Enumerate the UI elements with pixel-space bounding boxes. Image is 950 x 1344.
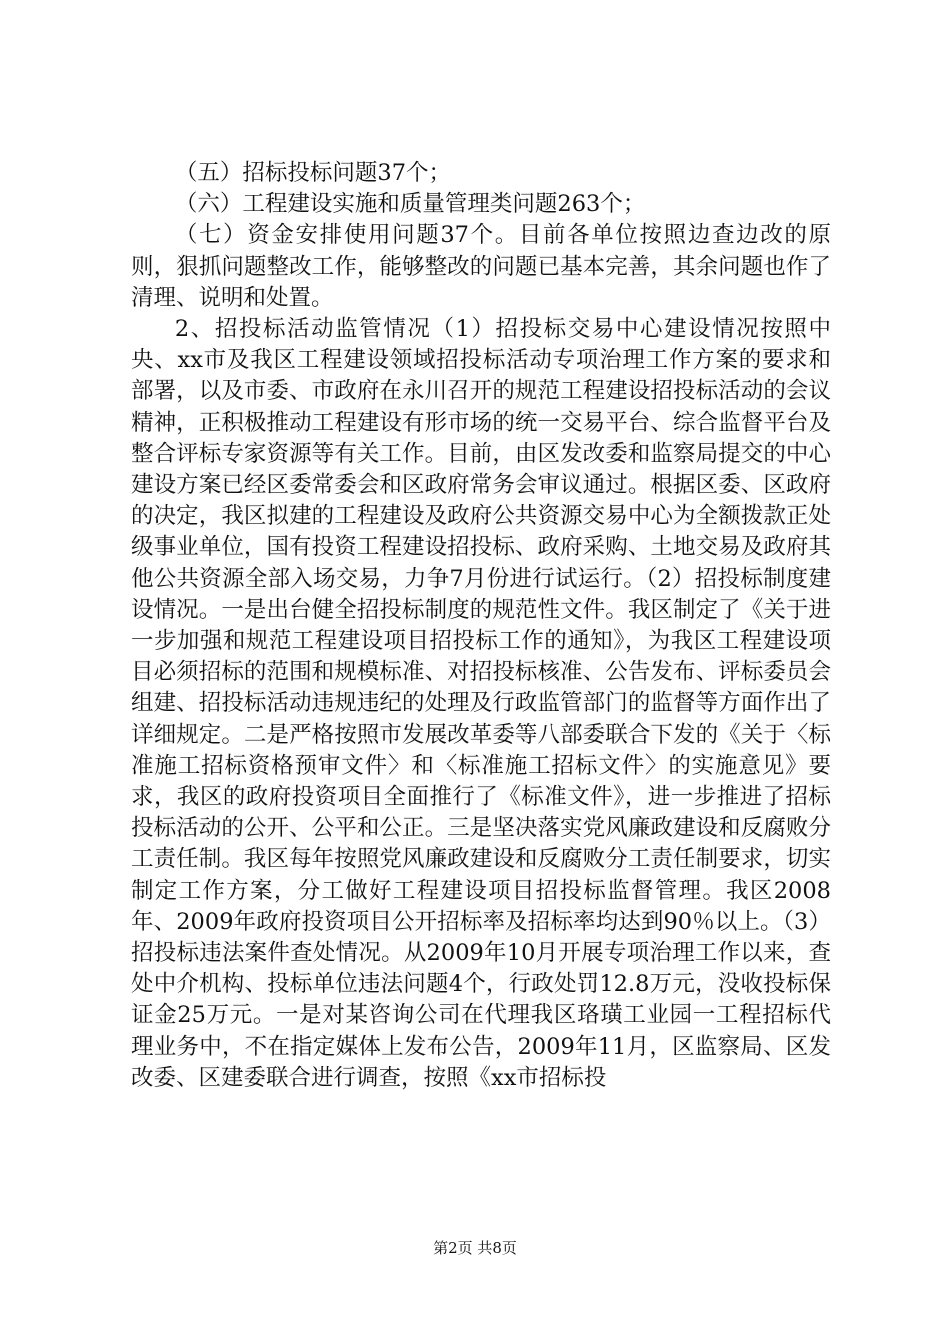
document-body [131, 158, 831, 1094]
paragraph-item-5: （五）招标投标问题37个； [174, 160, 452, 186]
paragraph-bidding-supervision: 2、招投标活动监管情况（1）招投标交易中心建设情况按照中央、xx市及我区工程建设领域招投标活动专项治理工作方案的要求和部署，以及市委、市政府在永川召开的规范工程建设招投标活动的会议精神，正积极推动工程建设有形市场的统一交易平台、综合监督平台及整合评标专家资源等有关工作。目前，由区发改委和监察局提交的中心建设方案已经区委常委会和区政府常务会审议通过。根据区委、区政府的决定，我区拟建的工程建设及政府公共资源交易中心为全额拨款正处级事业单位，国有投资工程建设招投标、政府采购、土地交易及政府其他公共资源全部入场交易，力争7月份进行试运行。（2）招投标制度建设情况。一是出台健全招投标制度的规范性文件。我区制定了《关于进一步加强和规范工程建设项目招投标工作的通知》，为我区工程建设项目必须招标的范围和规模标准、对招投标核准、公告发布、评标委员会组建、招投标活动违规违纪的处理及行政监管部门的监督等方面作出了详细规定。二是严格按照市发展改革委等八部委联合下发的《关于〈标准施工招标资格预审文件〉和〈标准施工招标文件〉的实施意见》要求，我区的政府投资项目全面推行了《标准文件》，进一步推进了招标投标活动的公开、公平和公正。三是坚决落实党风廉政建设和反腐败分工责任制。我区每年按照党风廉政建设和反腐败分工责任制要求，切实制定工作方案，分工做好工程建设项目招投标监督管理。我区2008年、2009年政府投资项目公开招标率及招标率均达到90％以上。（3）招投标违法案件查处情况。从2009年10月开展专项治理工作以来，查处中介机构、投标单位违法问题4个，行政处罚12.8万元，没收投标保证金25万元。一是对某咨询公司在代理我区珞璜工业园一工程招标代理业务中，不在指定媒体上发布公告，2009年11月，区监察局、区发改委、区建委联合进行调查，按照《xx市招标投 [131, 316, 831, 1091]
paragraph-item-6: （六）工程建设实施和质量管理类问题263个； [174, 191, 646, 218]
paragraph-item-7: （七）资金安排使用问题37个。目前各单位按照边查边改的原则，狠抓问题整改工作，能够整改的问题已基本完善，其余问题也作了清理、说明和处置。 [131, 222, 831, 311]
page-number-footer: 第2页 共8页 [433, 1239, 517, 1257]
